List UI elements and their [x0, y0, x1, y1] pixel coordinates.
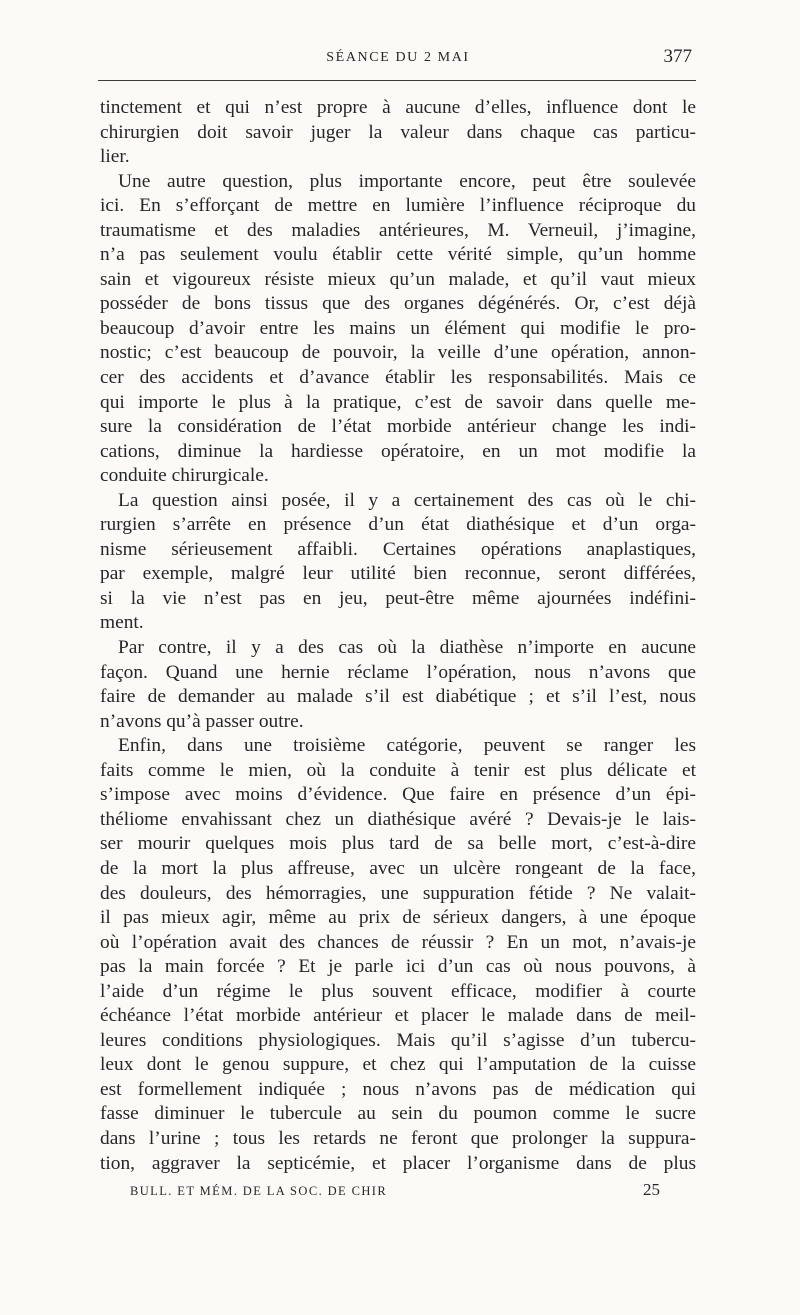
text-line: où l’opération avait des chances de réussir ? En un mot, n’avais-je — [100, 931, 696, 953]
journal-title: BULL. ET MÉM. DE LA SOC. DE CHIR — [130, 1184, 388, 1198]
text-line: il pas mieux agir, même au prix de sérieux dangers, à une époque — [100, 907, 696, 929]
text-line: tinctement et qui n’est propre à aucune d’elles, influence dont le — [100, 97, 696, 118]
text-line: l’aide d’un régime le plus souvent efficace, modifier à courte — [100, 980, 696, 1002]
text-line: nisme sérieusement affaibli. Certaines opérations anaplastiques, — [100, 538, 696, 560]
text-line: conduite chirurgicale. — [100, 465, 269, 487]
text-line: n’avons qu’à passer outre. — [100, 710, 304, 732]
signature-mark: 25 — [643, 1180, 660, 1199]
text-line: chirurgien doit savoir juger la valeur dans chaque cas particu- — [100, 121, 696, 143]
text-line: dans l’urine ; tous les retards ne feront que prolonger la suppura- — [100, 1127, 696, 1149]
text-line: ser mourir quelques mois plus tard de sa belle mort, c’est-à-dire — [100, 833, 696, 855]
text-line: façon. Quand une hernie réclame l’opération, nous n’avons que — [100, 661, 696, 683]
text-line: traumatisme et des maladies antérieures, M. Verneuil, j’imagine, — [100, 219, 696, 241]
text-line: ment. — [100, 612, 144, 634]
text-line: des douleurs, des hémorragies, une suppuration fétide ? Ne valait- — [100, 882, 696, 904]
text-line: par exemple, malgré leur utilité bien reconnue, seront différées, — [100, 563, 696, 585]
text-line: lier. — [100, 146, 130, 168]
text-line: posséder de bons tissus que des organes dégénérés. Or, c’est déjà — [100, 293, 696, 315]
text-line: n’a pas seulement voulu établir cette vérité simple, qu’un homme — [100, 244, 696, 266]
text-line: nostic; c’est beaucoup de pouvoir, la veille d’une opération, annon- — [100, 342, 696, 364]
text-line: ici. En s’efforçant de mettre en lumière l’influence réciproque du — [100, 195, 696, 217]
running-title: SÉANCE DU 2 MAI — [326, 50, 470, 65]
text-line: leures conditions physiologiques. Mais qu’il s’agisse d’un tubercu- — [100, 1029, 696, 1051]
text-line: faits comme le mien, où la conduite à tenir est plus délicate et — [100, 759, 696, 781]
text-line: tion, aggraver la septicémie, et placer l’organisme dans de plus — [100, 1152, 696, 1174]
header-rule — [98, 80, 696, 81]
text-line: échéance l’état morbide antérieur et placer le malade dans de meil- — [100, 1005, 696, 1027]
text-line: cations, diminue la hardiesse opératoire, en un mot modifie la — [100, 440, 696, 462]
text-line: leux dont le genou suppure, et chez qui l’amputation de la cuisse — [100, 1054, 696, 1076]
text-line: sain et vigoureux résiste mieux qu’un malade, et qu’il vaut mieux — [100, 268, 696, 290]
text-line: cer des accidents et d’avance établir les responsabilités. Mais ce — [100, 367, 696, 389]
text-line: de la mort la plus affreuse, avec un ulcère rongeant de la face, — [100, 857, 696, 879]
page-footer — [130, 1180, 660, 1204]
body-text — [100, 96, 696, 1176]
page-number: 377 — [663, 46, 692, 67]
page-header — [100, 46, 696, 74]
text-line: pas la main forcée ? Et je parle ici d’un cas où nous pouvons, à — [100, 956, 696, 978]
text-line: sure la considération de l’état morbide antérieur change les indi- — [100, 416, 696, 438]
text-line: faire de demander au malade s’il est diabétique ; et s’il l’est, nous — [100, 686, 696, 708]
text-line: Une autre question, plus importante encore, peut être soulevée — [118, 170, 696, 192]
text-line: La question ainsi posée, il y a certainement des cas où le chi- — [118, 489, 696, 511]
text-line: rurgien s’arrête en présence d’un état diathésique et d’un orga- — [100, 514, 696, 536]
text-line: fasse diminuer le tubercule au sein du poumon comme le sucre — [100, 1103, 696, 1125]
text-line: beaucoup d’avoir entre les mains un élément qui modifie le pro- — [100, 317, 696, 339]
text-line: théliome envahissant chez un diathésique avéré ? Devais-je le lais- — [100, 808, 696, 830]
text-line: qui importe le plus à la pratique, c’est de savoir dans quelle me- — [100, 391, 696, 413]
text-line: si la vie n’est pas en jeu, peut-être même ajournées indéfini- — [100, 587, 696, 609]
text-line: Enfin, dans une troisième catégorie, peuvent se ranger les — [118, 735, 696, 757]
text-line: Par contre, il y a des cas où la diathèse n’importe en aucune — [118, 637, 696, 659]
text-line: est formellement indiquée ; nous n’avons pas de médication qui — [100, 1078, 696, 1100]
text-line: s’impose avec moins d’évidence. Que faire en présence d’un épi- — [100, 784, 696, 806]
